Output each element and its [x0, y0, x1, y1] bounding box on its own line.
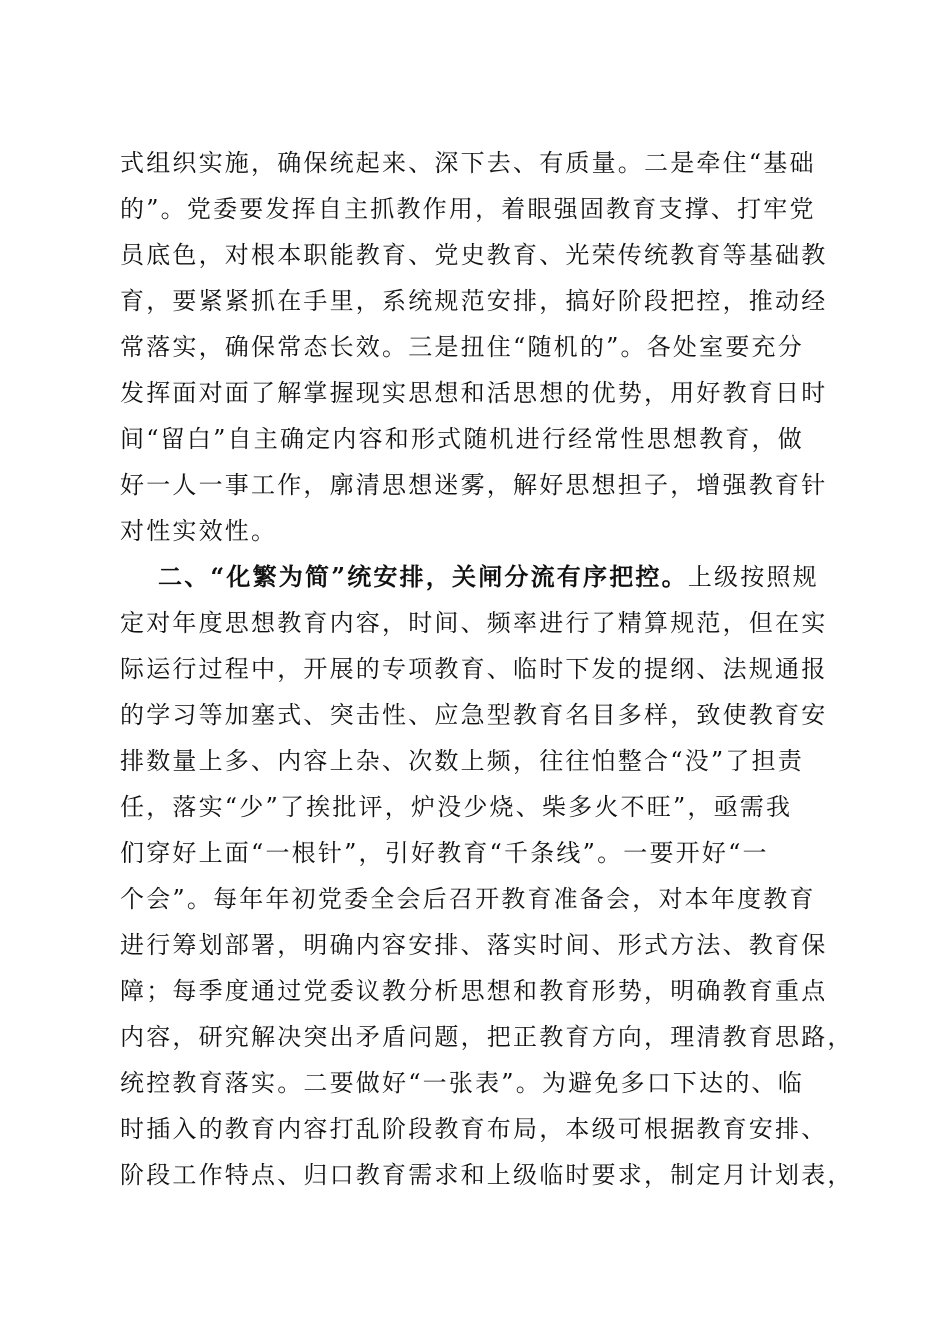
text-line: 统控教育落实。二要做好“一张表”。为避免多口下达的、临 [120, 1069, 804, 1097]
text-line: 们穿好上面“一根针”，引好教育“千条线”。一要开好“一 [120, 839, 769, 867]
text-line: 对性实效性。 [120, 517, 278, 545]
text-line: 的”。党委要发挥自主抓教作用，着眼强固教育支撑、打牢党 [120, 195, 816, 223]
text-line: 际运行过程中，开展的专项教育、临时下发的提纲、法规通报 [120, 655, 828, 683]
text-line: 定对年度思想教育内容，时间、频率进行了精算规范，但在实 [120, 609, 828, 637]
text-line: 的学习等加塞式、突击性、应急型教育名目多样，致使教育安 [120, 701, 828, 729]
text-line: 障；每季度通过党委议教分析思想和教育形势，明确教育重点 [120, 977, 828, 1005]
text-line: 个会”。每年年初党委全会后召开教育准备会，对本年度教育 [120, 885, 816, 913]
text-line: 内容，研究解决突出矛盾问题，把正教育方向，理清教育思路， [120, 1023, 854, 1051]
section-heading-line [120, 554, 840, 600]
text-line: 育，要紧紧抓在手里，系统规范安排，搞好阶段把控，推动经 [120, 287, 828, 315]
text-line: 进行筹划部署，明确内容安排、落实时间、形式方法、教育保 [120, 931, 828, 959]
text-line: 时插入的教育内容打乱阶段教育布局，本级可根据教育安排、 [120, 1115, 828, 1143]
text-line: 常落实，确保常态长效。三是扭住“随机的”。各处室要充分 [120, 333, 804, 361]
text-line: 阶段工作特点、归口教育需求和上级临时要求，制定月计划表， [120, 1161, 854, 1189]
text-line: 任，落实“少”了挨批评，炉没少烧、柴多火不旺”，亟需我 [120, 793, 793, 821]
text-line: 员底色，对根本职能教育、党史教育、光荣传统教育等基础教 [120, 241, 828, 269]
text-line: 好一人一事工作，廓清思想迷雾，解好思想担子，增强教育针 [120, 471, 828, 499]
text-line: 式组织实施，确保统起来、深下去、有质量。二是牵住“基础 [120, 149, 816, 177]
text-line: 发挥面对面了解掌握现实思想和活思想的优势，用好教育日时 [120, 379, 828, 407]
section-heading: 二、“化繁为简”统安排，关闸分流有序把控。 [158, 562, 688, 591]
document-body [120, 140, 854, 1198]
text-line: 排数量上多、内容上杂、次数上频，往往怕整合“没”了担责 [120, 747, 804, 775]
text-line: 间“留白”自主确定内容和形式随机进行经常性思想教育，做 [120, 425, 804, 453]
text-line-rest: 上级按照规 [687, 563, 819, 591]
